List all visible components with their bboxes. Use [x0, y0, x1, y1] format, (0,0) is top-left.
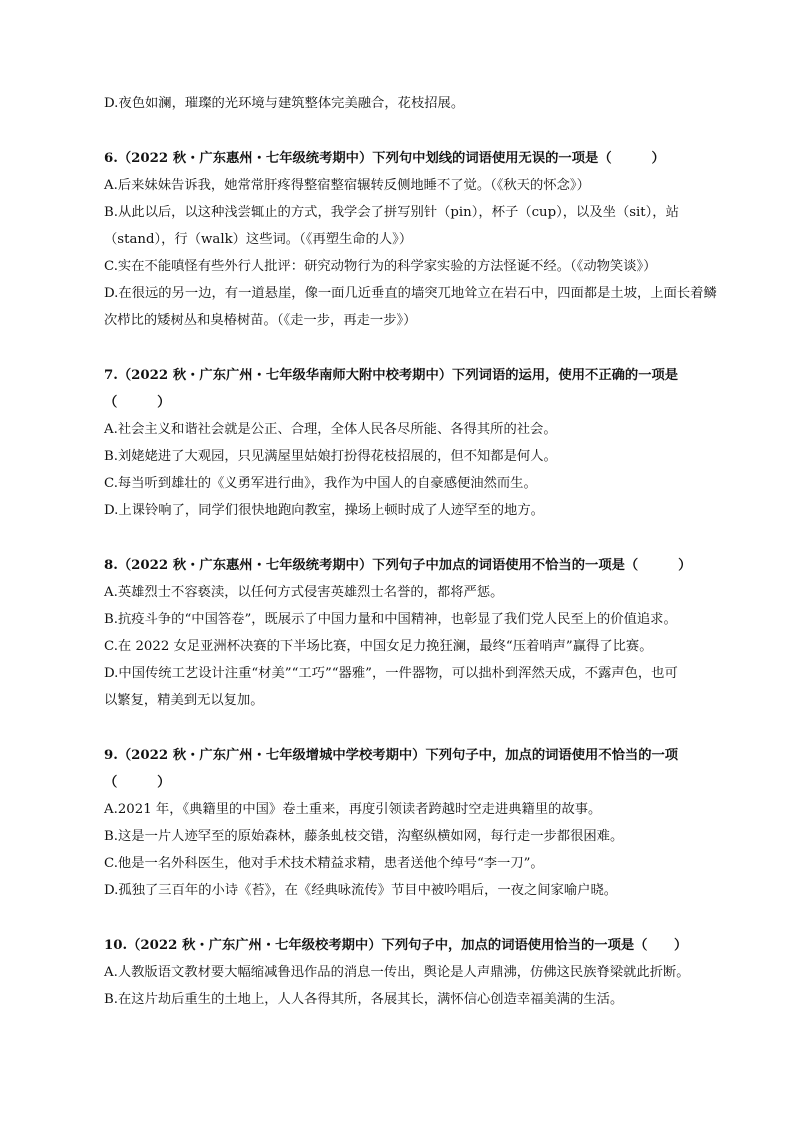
q8-option-b: B.抗疫斗争的“中国答卷”，既展示了中国力量和中国精神，也彰显了我们党人民至上的价值追求。: [104, 612, 677, 627]
q6-option-d-cont: 次栉比的矮树丛和臭椿树苗。（《走一步，再走一步》）: [104, 313, 417, 328]
q8-option-a: A.英雄烈士不容亵渎，以任何方式侵害英雄烈士名誉的，都将严惩。: [104, 585, 504, 600]
q6-stem: 6.（2022 秋・广东惠州・七年级统考期中）下列句中划线的词语使用无误的一项是（ ）: [104, 151, 665, 166]
q10-stem: 10.（2022 秋・广东广州・七年级校考期中）下列句子中，加点的词语使用恰当的一项是（ ）: [104, 938, 688, 953]
q7-option-a: A.社会主义和谐社会就是公正、合理，全体人民各尽所能、各得其所的社会。: [104, 422, 557, 437]
q9-stem: 9.（2022 秋・广东广州・七年级增城中学校考期中）下列句子中，加点的词语使用不恰当的一项: [104, 748, 679, 763]
q6-option-b-cont: （stand），行（walk）这些词。（《再塑生命的人》）: [104, 232, 413, 247]
q9-option-d: D.孤独了三百年的小诗《苔》，在《经典咏流传》节目中被吟唱后，一夜之间家喻户晓。: [104, 883, 618, 898]
q9-answer-paren: （ ）: [104, 775, 171, 790]
q10-option-a: A.人教版语文教材要大幅缩减鲁迅作品的消息一传出，舆论是人声鼎沸，仿佛这民族脊梁就此折断。: [104, 965, 690, 980]
q10-option-b: B.在这片劫后重生的土地上，人人各得其所，各展其长，满怀信心创造幸福美满的生活。: [104, 992, 624, 1007]
q6-option-a: A.后来妹妹告诉我，她常常肝疼得整宿整宿辗转反侧地睡不了觉。（《秋天的怀念》）: [104, 178, 590, 193]
q6-option-c: C.实在不能嗔怪有些外行人批评：研究动物行为的科学家实验的方法怪诞不经。（《动物笑谈》）: [104, 259, 657, 274]
q8-stem: 8.（2022 秋・广东惠州・七年级统考期中）下列句子中加点的词语使用不恰当的一项是（ ）: [104, 558, 692, 573]
q7-option-b: B.刘姥姥进了大观园，只见满屋里姑娘打扮得花枝招展的，但不知都是何人。: [104, 449, 557, 464]
q8-option-d-cont: 以繁复，精美到无以复加。: [104, 693, 264, 708]
q9-option-c: C.他是一名外科医生，他对手术技术精益求精，患者送他个绰号“李一刀”。: [104, 856, 544, 871]
q6-option-d: D.在很远的另一边，有一道悬崖，像一面几近垂直的墙突兀地耸立在岩石中，四面都是土坡，上面长着鳞: [104, 286, 717, 301]
q8-option-c: C.在 2022 女足亚洲杯决赛的下半场比赛，中国女足力挽狂澜，最终“压着哨声”赢得了比赛。: [104, 639, 653, 654]
q7-option-c: C.每当听到雄壮的《义勇军进行曲》，我作为中国人的自豪感便油然而生。: [104, 476, 537, 491]
q8-option-d: D.中国传统工艺设计注重“材美”“工巧”“器雅”，一件器物，可以拙朴到浑然天成，不露声色，也可: [104, 666, 678, 681]
q7-answer-paren: （ ）: [104, 395, 171, 410]
q7-option-d: D.上课铃响了，同学们很快地跑向教室，操场上顿时成了人迹罕至的地方。: [104, 503, 544, 518]
q7-stem: 7.（2022 秋・广东广州・七年级华南师大附中校考期中）下列词语的运用，使用不正确的一项是: [104, 368, 679, 383]
q6-option-b: B.从此以后，以这种浅尝辄止的方式，我学会了拼写别针（pin），杯子（cup），以及坐（sit），站: [104, 205, 679, 220]
q5-option-d: D.夜色如澜，璀璨的光环境与建筑整体完美融合，花枝招展。: [104, 96, 465, 111]
q9-option-a: A.2021 年，《典籍里的中国》卷土重来，再度引领读者跨越时空走进典籍里的故事。: [104, 802, 602, 817]
q9-option-b: B.这是一片人迹罕至的原始森林，藤条虬枝交错，沟壑纵横如网，每行走一步都很困难。: [104, 829, 624, 844]
